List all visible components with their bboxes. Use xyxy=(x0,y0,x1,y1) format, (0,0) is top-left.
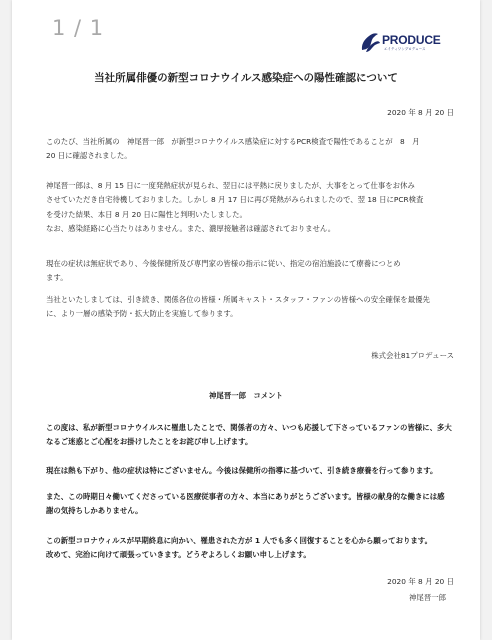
comment-condition: 現在は熱も下がり、他の症状は特にございません。今後は保健所の指導に基づいて、引き続き療養を行って参ります。 xyxy=(46,466,438,475)
page-counter: 1 / 1 xyxy=(52,16,105,40)
signature: 神尾晋一郎 xyxy=(409,593,446,602)
comment-thanks: また、この時期日々働いてくださっている医療従事者の方々、本当にありがとうございます。皆様の献身的な働きには感 謝の気持ちしかありません。 xyxy=(46,492,445,516)
date-top: 2020 年 8 月 20 日 xyxy=(387,108,454,117)
comment-heading: 神尾晋一郎 コメント xyxy=(209,391,283,400)
logo-subtext: エイティワンプロデュース xyxy=(384,47,426,51)
date-bottom: 2020 年 8 月 20 日 xyxy=(387,577,454,586)
company-name: 株式会社81プロデュース xyxy=(371,351,454,360)
paragraph-company-policy: 当社といたしましては、引き続き、関係各位の皆様・所属キャスト・スタッフ・ファンの皆様への安全確保を最優先 に、より一層の感染予防・拡大防止を実施して参ります。 xyxy=(46,295,430,319)
paragraph-symptoms: 現在の症状は無症状であり、今後保健所及び専門家の皆様の指示に従い、指定の宿泊施設にて療養につとめ ます。 xyxy=(46,259,401,283)
comment-apology: この度は、私が新型コロナウイルスに罹患したことで、関係者の方々、いつも応援して下さっているファンの皆様に、多大 なるご迷惑とご心配をお掛けしたことをお詫び申し上げます。 xyxy=(46,423,452,447)
produce-logo xyxy=(360,30,472,60)
paragraph-announcement: このたび、当社所属の 神尾晋一郎 が新型コロナウイルス感染症に対するPCR検査で陽性であることが 8 月 20 日に確認されました。 xyxy=(46,137,420,161)
paragraph-details: 神尾晋一郎は、8 月 15 日に一度発熱症状が見られ、翌日には平熱に戻りましたが、大事をとって仕事をお休み させていただき自宅待機しておりました。しかし 8 月 17 日に再び発熱がみられましたので、翌 18 日にPCR検査 を受けた結果、本日 8 月 20 日に陽性と判明いたしました。 なお、感染経路に心当たりはありません。また、濃厚接触者は確認されておりません。 xyxy=(46,181,424,233)
logo-text: PRODUCE xyxy=(382,33,441,47)
comment-closing: この新型コロナウィルスが早期終息に向かい、罹患された方が 1 人でも多く回復することを心から願っております。 改めて、完治に向けて頑張っていきます。どうぞよろしくお願い申し上げます。 xyxy=(46,536,432,560)
document-title: 当社所属俳優の新型コロナウイルス感染症への陽性確認について xyxy=(94,72,398,84)
logo-mark-icon xyxy=(360,30,382,54)
